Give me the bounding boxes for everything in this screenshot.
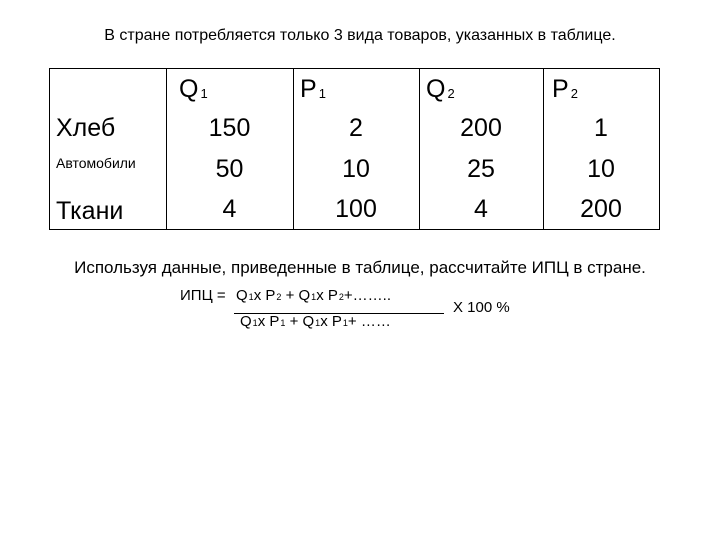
formula-lhs: ИПЦ = [180,287,226,304]
intro-text: В стране потребляется только 3 вида товаров, указанных в таблице. [104,27,616,44]
formula-numerator: Q1x P2 + Q1x P2+…….. [236,287,391,304]
row-label: Ткани [56,197,124,225]
header-p2: P $_2$ [552,75,578,103]
table-cell: 200 [460,114,502,142]
table-cell: 25 [467,155,495,183]
table-cell: 4 [222,195,237,223]
header-q2: Q $_2$ [426,75,455,103]
table-cell: 10 [587,155,615,183]
header-q1: Q $_1$ [179,75,208,103]
table-cell: 4 [474,195,488,223]
table-cell: 200 [580,195,622,223]
table-cell: 10 [342,155,370,183]
table-cell: 2 [349,114,363,142]
table-cell: 1 [594,114,608,142]
header-p1: P $_1$ [300,75,326,103]
goods-table [49,68,660,230]
table-cell: 50 [215,155,244,183]
question-text: Используя данные, приведенные в таблице, рассчитайте ИПЦ в стране. [74,258,646,277]
formula-denominator: Q1x P1 + Q1x P1+ …… [240,313,391,330]
table-cell: 150 [208,114,251,142]
row-label: Хлеб [56,114,116,142]
row-label: Автомобили [56,155,136,171]
formula-multiplier: Х 100 % [453,299,510,316]
table-cell: 100 [335,195,377,223]
